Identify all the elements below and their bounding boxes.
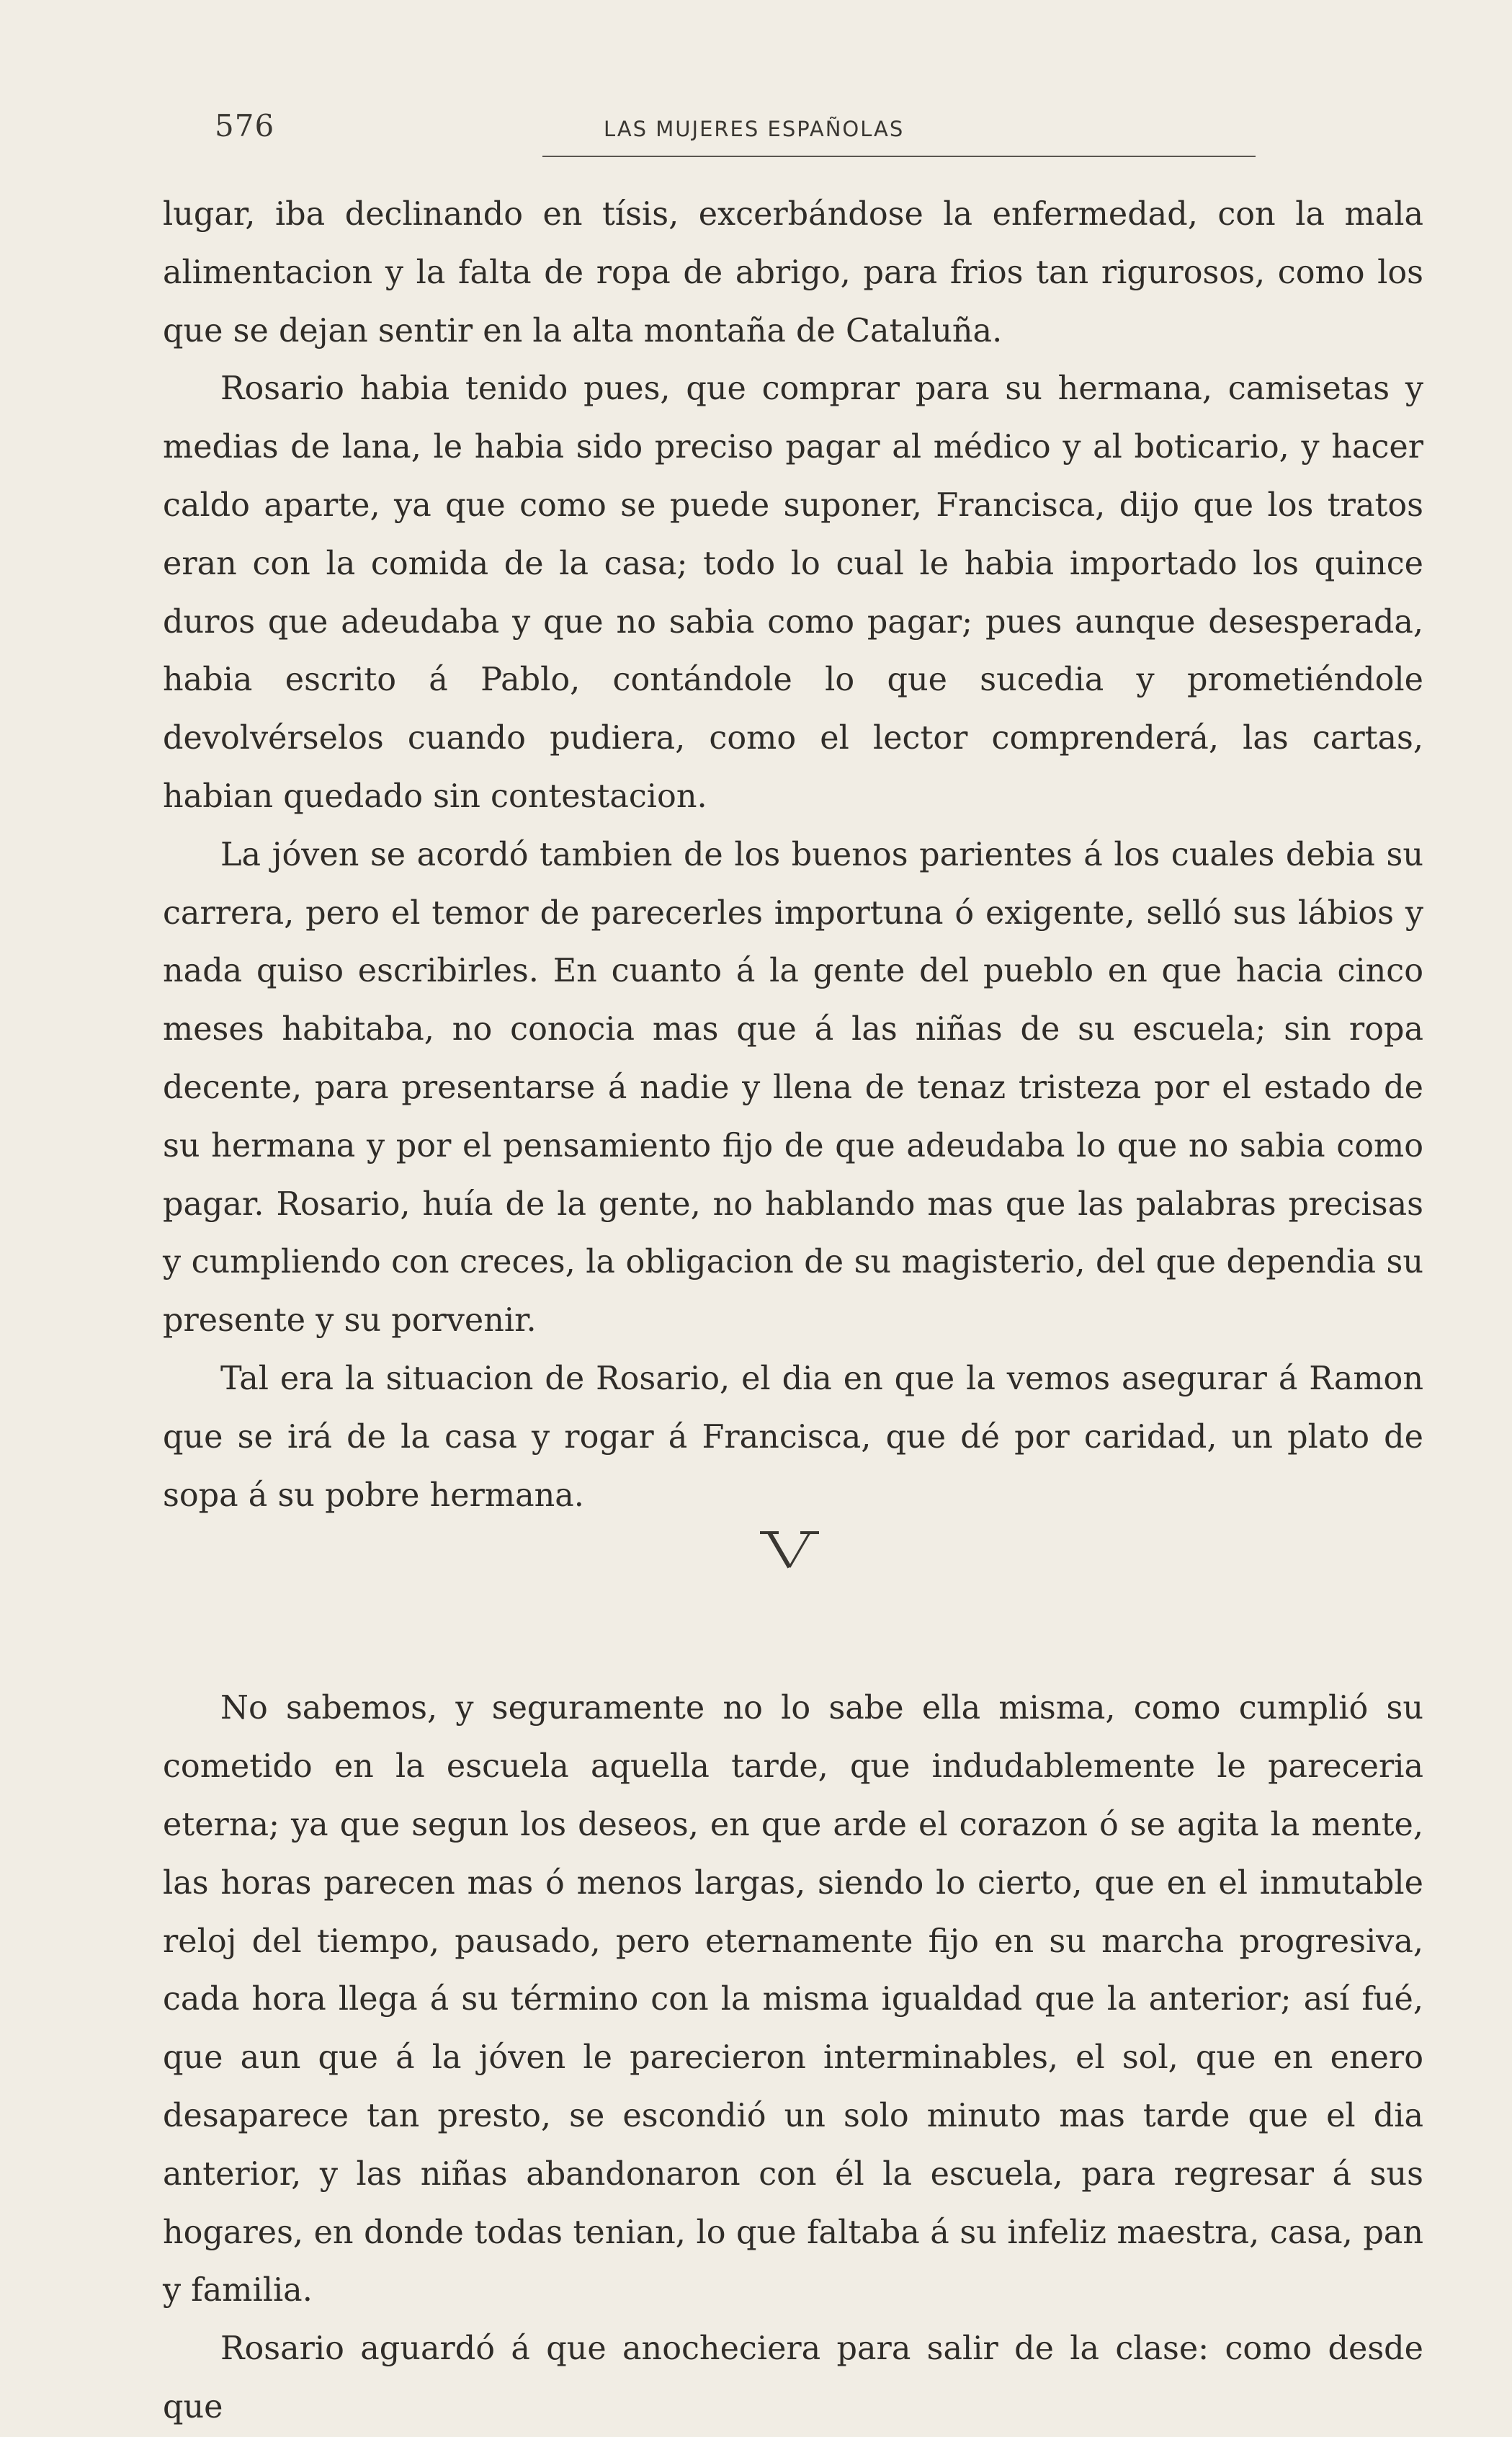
paragraph: La jóven se acordó tambien de los buenos parientes á los cuales debia su carrera, pero el temor de parecerles importuna ó exigente, selló sus lábios y nada quiso escribirles. En cuanto á la gente del pueblo en que hacia cinco meses habitaba, no conocia mas que á las niñas de su escuela; sin ropa decente, para presentarse á nadie y llena de tenaz tristeza por el estado de su hermana y por el pensamiento fijo de que adeudaba lo que no sabia como pagar. Rosario, huía de la gente, no hablando mas que las palabras precisas y cumpliendo con creces, la obligacion de su magisterio, del que dependia su presente y su porvenir. (163, 836, 1423, 1340)
page-number: 576 (215, 108, 275, 143)
running-title: LAS MUJERES ESPAÑOLAS (604, 117, 905, 141)
paragraph: Tal era la situacion de Rosario, el dia en que la vemos asegurar á Ramon que se irá de la casa y rogar á Francisca, que dé por caridad, un plato de sopa á su pobre hermana. (163, 1360, 1423, 1514)
paragraph: No sabemos, y seguramente no lo sabe ella misma, como cumplió su cometido en la escuela aquella tarde, que indudablemente le pareceria eterna; ya que segun los deseos, en que arde el corazon ó se agita la mente, las horas parecen mas ó menos largas, siendo lo cierto, que en el inmutable reloj del tiempo, pausado, pero eternamente fijo en su marcha progresiva, cada hora llega á su término con la misma igualdad que la anterior; así fué, que aun que á la jóven le parecieron interminables, el sol, que en enero desaparece tan presto, se escondió un solo minuto mas tarde que el dia anterior, y las niñas abandonaron con él la escuela, para regresar á sus hogares, en donde todas tenian, lo que faltaba á su infeliz maestra, casa, pan y familia. (163, 1690, 1423, 2309)
body-text (163, 186, 1423, 2437)
section-numeral (757, 1528, 822, 1572)
paragraph: Rosario habia tenido pues, que comprar para su hermana, camisetas y medias de lana, le habia sido preciso pagar al médico y al boticario, y hacer caldo aparte, ya que como se puede suponer, Francisca, dijo que los tratos eran con la comida de la casa; todo lo cual le habia importado los quince duros que adeudaba y que no sabia como pagar; pues aunque desesperada, habia escrito á Pablo, contándole lo que sucedia y prometiéndole devolvérselos cuando pudiera, como el lector comprenderá, las cartas, habian quedado sin contestacion. (163, 370, 1423, 815)
section-break (163, 1525, 1423, 1680)
running-head (215, 108, 1431, 159)
paragraph: Rosario aguardó á que anocheciera para salir de la clase: como desde que (163, 2330, 1423, 2425)
header-rule (542, 156, 1256, 157)
paragraph-continued: lugar, iba declinando en tísis, excerbándose la enfermedad, con la mala alimentacion y la falta de ropa de abrigo, para frios tan rigurosos, como los que se dejan sentir en la alta montaña de Cataluña. (163, 196, 1423, 349)
section-numeral-glyph (757, 1528, 822, 1572)
